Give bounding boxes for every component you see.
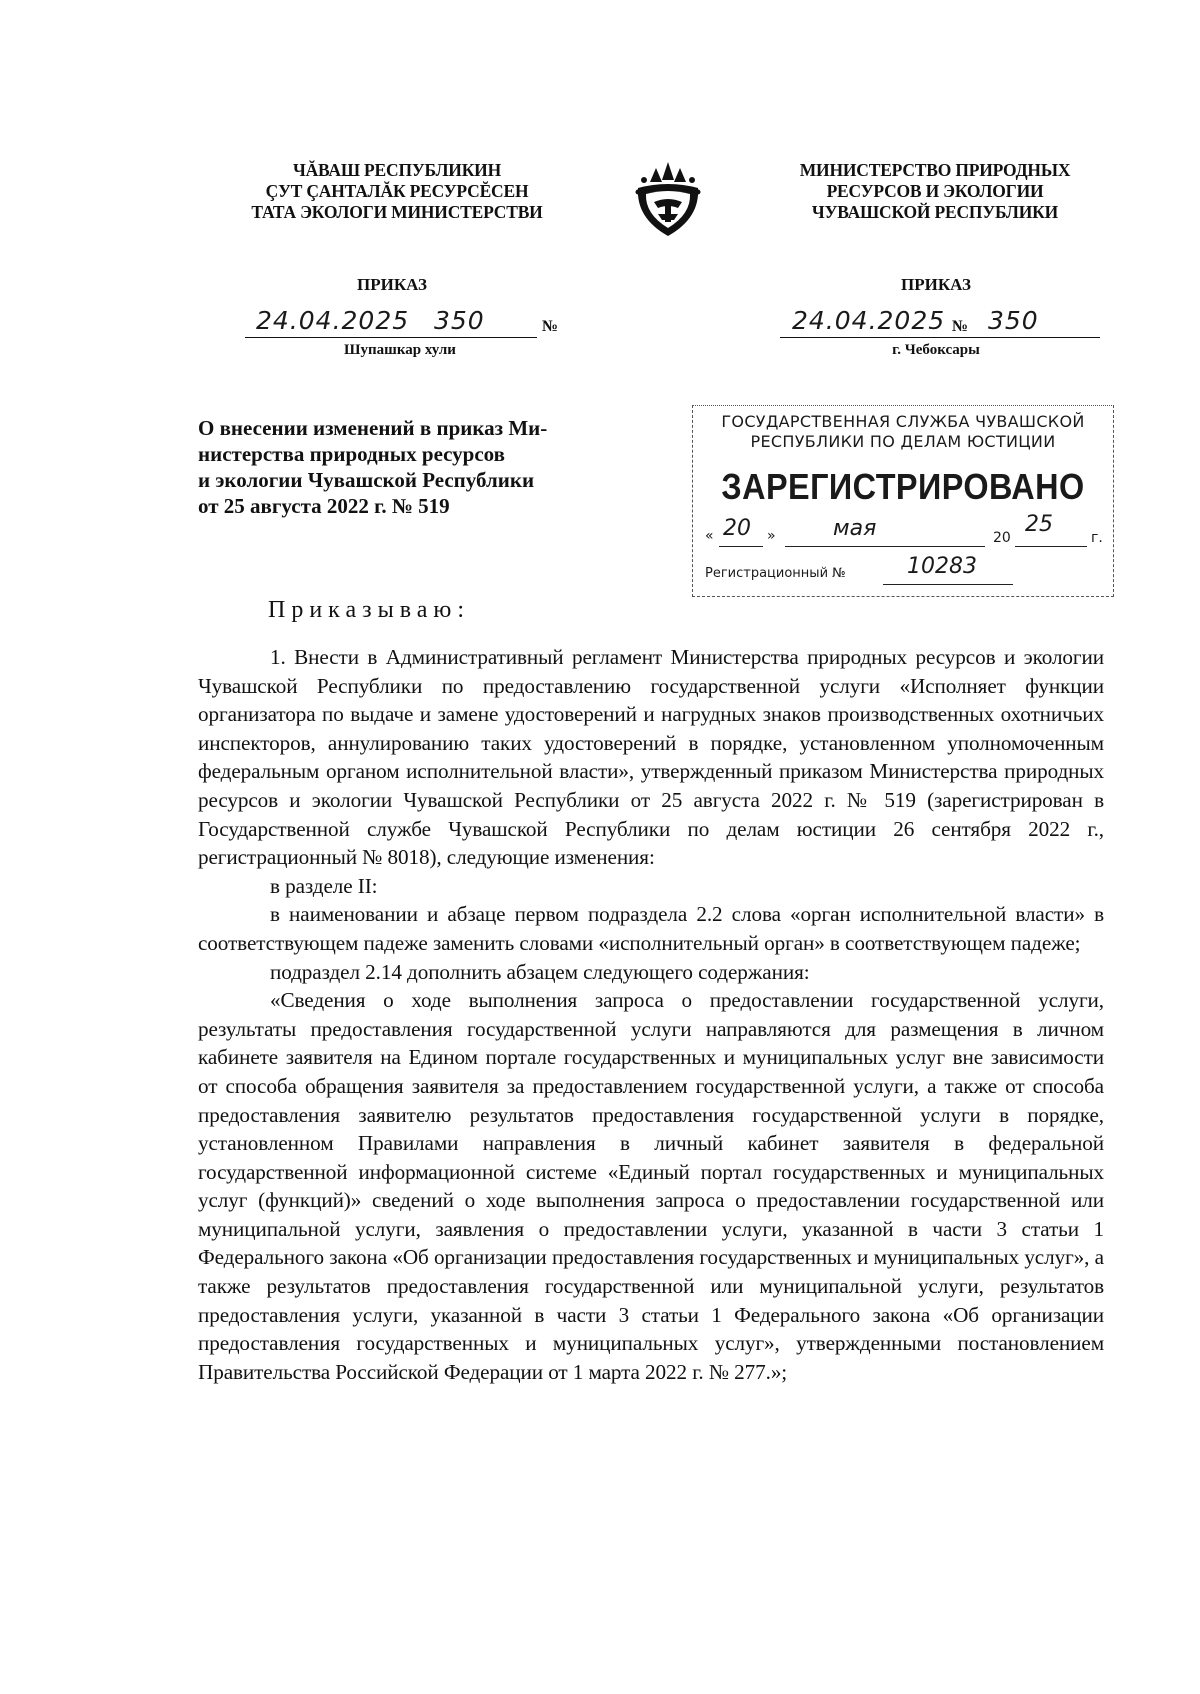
stamp-quote-close: » xyxy=(767,528,776,544)
header-left-ministry-chuvash xyxy=(232,160,562,223)
header-right-line-1: МИНИСТЕРСТВО ПРИРОДНЫХ xyxy=(799,160,1071,180)
stamp-year-prefix: 20 xyxy=(993,530,1011,546)
header-right-line-2: РЕСУРСОВ И ЭКОЛОГИИ xyxy=(826,181,1044,201)
subject-line-2: нистерства природных ресурсов xyxy=(198,442,506,466)
left-doc-type: ПРИКАЗ xyxy=(357,275,427,294)
stamp-year-handwritten: 25 xyxy=(1025,512,1053,537)
stamp-month-line xyxy=(785,546,985,547)
body-paragraph-5: «Сведения о ходе выполнения запроса о предоставлении государственной услуги, результаты предоставления государственной услуги направляются для размещения в личном кабинете заявителя на Едином портале государственных и муниципальных услуг вне зависимости от способа обращения заявителя за предоставлением государственной услуги, а также от способа предоставления заявителю результатов предоставления государственной услуги в порядке, установленном Правилами направления в личный кабинет заявителя в федеральной государственной информационной системе «Единый портал государственных и муниципальных услуг (функций)» сведений о ходе выполнения запроса о предоставлении государственной или муниципальной услуги, заявления о предоставлении услуги, указанной в части 3 статьи 1 Федерального закона «Об организации предоставления государственных и муниципальных услуг», а также результатов предоставления государственной или муниципальной услуги, результатов предоставления услуги, указанной в части 3 статьи 1 Федерального закона «Об организации предоставления государственных и муниципальных услуг», утвержденными постановлением Правительства Российской Федерации от 1 марта 2022 г. № 277.»; xyxy=(198,988,1104,1384)
body-paragraph-4: подраздел 2.14 дополнить абзацем следующего содержания: xyxy=(270,959,810,984)
stamp-reg-label: Регистрационный № xyxy=(705,566,846,581)
stamp-reg-line xyxy=(883,584,1013,585)
order-subject xyxy=(198,415,628,519)
header-right-ministry-russian xyxy=(770,160,1100,223)
stamp-month-handwritten: мая xyxy=(833,516,877,541)
subject-line-4: от 25 августа 2022 г. № 519 xyxy=(198,494,450,518)
registration-stamp xyxy=(692,405,1114,597)
header-left-line-1: ЧĂВАШ РЕСПУБЛИКИН xyxy=(292,160,502,180)
left-place: Шупашкар хули xyxy=(344,342,456,358)
stamp-organization xyxy=(693,412,1113,452)
subject-line-3: и экологии Чувашской Республики xyxy=(198,468,535,492)
stamp-day-line xyxy=(719,546,763,547)
chuvash-emblem-icon xyxy=(628,158,708,238)
right-number-handwritten: 350 xyxy=(988,306,1039,335)
right-place: г. Чебоксары xyxy=(892,342,980,358)
header-left-line-3: ТАТА ЭКОЛОГИ МИНИСТЕРСТВИ xyxy=(251,202,543,222)
right-doc-type: ПРИКАЗ xyxy=(901,275,971,294)
stamp-registered-title: ЗАРЕГИСТРИРОВАНО xyxy=(721,466,1085,507)
left-number-sign: № xyxy=(542,318,559,335)
body-paragraph-3: в наименовании и абзаце первом подраздела 2.2 слова «орган исполнительной власти» в соответствующем падеже заменить словами «исполнительный орган» в соответствующем падеже; xyxy=(198,902,1104,955)
stamp-year-suffix: г. xyxy=(1091,530,1103,546)
stamp-day-handwritten: 20 xyxy=(723,516,751,541)
stamp-quote-open: « xyxy=(705,528,714,544)
right-date-handwritten: 24.04.2025 xyxy=(792,306,946,335)
order-body xyxy=(198,643,1104,1386)
left-date-handwritten: 24.04.2025 xyxy=(256,306,410,335)
header-left-line-2: ÇУТ ÇАНТАЛĂК РЕСУРСĔСЕН xyxy=(265,181,529,201)
body-paragraph-1: 1. Внести в Административный регламент Министерства природных ресурсов и экологии Чувашской Республики по предоставлению государственной услуги «Исполняет функции организатора по выдаче и замене удостоверений и нагрудных знаков производственных охотничьих инспекторов, аннулированию таких удостоверений в порядке, установленном уполномоченным федеральным органом исполнительной власти», утвержденный приказом Министерства природных ресурсов и экологии Чувашской Республики от 25 августа 2022 г. № 519 (зарегистрирован в Государственной службе Чувашской Республики по делам юстиции 26 сентября 2022 г., регистрационный № 8018), следующие изменения: xyxy=(198,645,1104,870)
stamp-org-line-2: РЕСПУБЛИКИ ПО ДЕЛАМ ЮСТИЦИИ xyxy=(750,432,1056,451)
body-paragraph-2: в разделе II: xyxy=(270,873,378,898)
stamp-year-line xyxy=(1015,546,1087,547)
stamp-org-line-1: ГОСУДАРСТВЕННАЯ СЛУЖБА ЧУВАШСКОЙ xyxy=(721,412,1085,431)
left-number-handwritten: 350 xyxy=(434,306,485,335)
header-right-line-3: ЧУВАШСКОЙ РЕСПУБЛИКИ xyxy=(811,202,1059,222)
subject-line-1: О внесении изменений в приказ Ми- xyxy=(198,416,548,440)
right-number-sign: № xyxy=(952,318,969,335)
stamp-reg-number-handwritten: 10283 xyxy=(907,554,977,579)
orders-word: Приказываю: xyxy=(268,597,470,623)
